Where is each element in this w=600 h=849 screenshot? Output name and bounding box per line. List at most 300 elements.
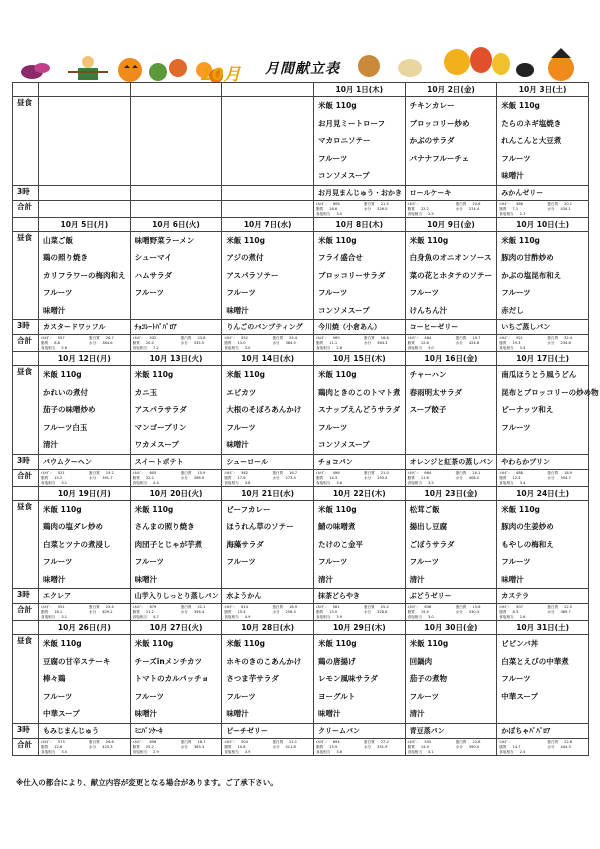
nutrient-value: 384.6 bbox=[102, 341, 113, 345]
menu-item: 昆布とブロッコリーの炒め物 bbox=[501, 387, 599, 397]
menu-item: 味噌野菜ラーメン bbox=[134, 235, 195, 245]
menu-item: 米飯 110g bbox=[226, 639, 265, 648]
snack-item: もみじまんじゅう bbox=[43, 726, 99, 735]
menu-item: 海藻サラダ bbox=[226, 539, 264, 549]
nutrient-label: 蛋白質 bbox=[272, 739, 284, 744]
day-header bbox=[497, 217, 589, 231]
menu-item: 清汁 bbox=[409, 574, 425, 584]
snack-item: 青豆蒸パン bbox=[409, 726, 445, 735]
menu-table bbox=[12, 82, 599, 756]
nutrient-value: 3.1 bbox=[61, 615, 68, 619]
day-header bbox=[39, 217, 131, 231]
snack-item bbox=[222, 186, 313, 200]
nutrition-cell bbox=[405, 335, 497, 352]
nutrient-label: 水分 bbox=[455, 475, 463, 480]
date-label: 10月 13日(火) bbox=[149, 354, 203, 363]
menu-item: スナップえんどうサラダ bbox=[317, 405, 401, 414]
menu-item: フルーツ白玉 bbox=[43, 422, 88, 432]
nutrition-cell bbox=[497, 604, 589, 621]
nutrient-label: ｴﾈﾙｷﾞｰ bbox=[315, 336, 327, 340]
lunch-menu-cell bbox=[405, 231, 497, 320]
menu-item: 肉団子とじゃが芋煮 bbox=[134, 539, 203, 549]
menu-item: 米飯 110g bbox=[317, 639, 357, 648]
nutrient-value: 3.0 bbox=[428, 615, 434, 619]
nutrient-value: 3.0 bbox=[428, 346, 434, 350]
nutrient-label: ｴﾈﾙｷﾞｰ bbox=[315, 605, 327, 609]
menu-item bbox=[222, 97, 313, 115]
menu-item: 米飯 110g bbox=[501, 504, 540, 514]
pumpkin-icon bbox=[118, 58, 142, 82]
nutrient-value: 15.6 bbox=[472, 605, 481, 609]
menu-item: かぶのサラダ bbox=[409, 136, 455, 145]
nutrient-label: 蛋白質 bbox=[89, 470, 100, 475]
lunch-menu-cell bbox=[497, 635, 589, 724]
snack-cell bbox=[405, 185, 497, 200]
nutrient-value: 11.1 bbox=[329, 341, 338, 345]
menu-item bbox=[131, 150, 222, 168]
lunch-menu-cell bbox=[130, 97, 222, 186]
date-label: 10月 9日(金) bbox=[427, 219, 475, 229]
date-label: 10月 24日(土) bbox=[516, 488, 570, 498]
menu-item bbox=[39, 97, 130, 115]
nutrient-label: 蛋白質 bbox=[89, 605, 100, 609]
menu-item: 棒々鶏 bbox=[43, 674, 66, 683]
nutrient-value: 18.7 bbox=[197, 739, 206, 744]
nutrient-label: 水分 bbox=[363, 744, 372, 749]
menu-item: ごぼうサラダ bbox=[409, 539, 455, 549]
nutrient-value: 424.8 bbox=[468, 341, 480, 345]
nutrient-value: 26.7 bbox=[105, 336, 114, 340]
menu-item bbox=[39, 132, 130, 150]
menu-item: トマトのカルパッチョ bbox=[134, 674, 209, 683]
nutrient-value: 12.6 bbox=[420, 341, 429, 345]
nutrient-value: 18.9 bbox=[564, 470, 573, 475]
nutrient-label: ｴﾈﾙｷﾞｰ bbox=[499, 201, 511, 206]
nutrient-label: 蛋白質 bbox=[363, 336, 375, 340]
nutrient-value: 20.4 bbox=[145, 341, 154, 345]
snack-cell bbox=[497, 320, 589, 335]
nutrient-label: ｴﾈﾙｷﾞｰ bbox=[315, 201, 327, 206]
menu-item: さんまの照り焼き bbox=[134, 522, 195, 531]
nutrition-cell bbox=[313, 200, 405, 217]
nutrient-value: 19.3 bbox=[512, 341, 521, 345]
snack-item: お月見まんじゅう・おかき bbox=[317, 188, 402, 197]
black-cat-icon bbox=[516, 63, 534, 77]
nutrition-cell bbox=[130, 335, 222, 352]
nutrient-value: 569 bbox=[332, 336, 340, 340]
nutrient-value: 20.1 bbox=[472, 470, 481, 475]
nutrient-label: ｴﾈﾙｷﾞｰ bbox=[224, 470, 236, 475]
menu-item: ビビンバ丼 bbox=[501, 639, 539, 648]
nutrient-label: 脂質 bbox=[407, 341, 415, 345]
menu-item: フルーツ bbox=[226, 691, 256, 701]
nutrient-label: 蛋白質 bbox=[547, 201, 559, 206]
nutrient-value: 679 bbox=[149, 605, 157, 609]
menu-item: カリフラワーの梅肉和え bbox=[43, 270, 126, 280]
nutrition-cell bbox=[405, 200, 497, 217]
snack-item: やわらかプリン bbox=[501, 457, 551, 466]
nutrition-cell bbox=[497, 469, 589, 486]
nutrient-label: 脂質 bbox=[41, 744, 49, 749]
nutrient-label: ｴﾈﾙｷﾞｰ bbox=[499, 336, 511, 340]
nutrient-label: 蛋白質 bbox=[455, 201, 467, 206]
nutrient-label: 脂質 bbox=[499, 475, 507, 480]
day-header bbox=[222, 83, 314, 97]
nutrition-cell bbox=[222, 200, 314, 217]
nutrient-value: 2.6 bbox=[519, 615, 526, 619]
day-header bbox=[130, 352, 222, 366]
date-label: 10月 6日(火) bbox=[152, 219, 200, 229]
lunch-menu-cell bbox=[130, 635, 222, 724]
date-label: 10月 29日(木) bbox=[332, 623, 386, 632]
nutrient-value: 484 bbox=[424, 336, 432, 340]
menu-item: 豆腐の甘辛ステーキ bbox=[43, 656, 111, 666]
nutrient-value: 8.3 bbox=[512, 610, 519, 614]
nutrient-value: 16.6 bbox=[329, 206, 338, 211]
nutrient-label: 食塩相当 bbox=[41, 749, 56, 754]
menu-item: 菜の花とホタテのソテー bbox=[409, 270, 492, 280]
nutrient-value: 504 bbox=[241, 739, 248, 744]
nutrition-cell bbox=[313, 604, 405, 621]
nutrient-value: 22.2 bbox=[420, 206, 429, 211]
nutrient-label: 脂質 bbox=[224, 341, 232, 345]
snack-cell bbox=[222, 185, 314, 200]
nutrient-value: 234.8 bbox=[560, 341, 571, 345]
nutrient-value: 273.4 bbox=[285, 475, 296, 480]
menu-item: フルーツ bbox=[134, 288, 165, 297]
lunch-menu-cell bbox=[222, 231, 314, 320]
nutrient-label: 脂質 bbox=[315, 610, 324, 614]
nutrition-cell bbox=[130, 604, 222, 621]
date-label: 10月 1日(木) bbox=[335, 85, 384, 94]
lunch-menu-cell bbox=[39, 231, 131, 320]
snack-cell bbox=[405, 723, 497, 738]
menu-item: 味噌汁 bbox=[226, 709, 249, 718]
snack-cell bbox=[222, 320, 314, 335]
menu-item: 味噌汁 bbox=[134, 709, 158, 718]
menu-item: 中華スープ bbox=[501, 691, 539, 701]
autumn-illustrations-right bbox=[355, 46, 585, 84]
menu-item: 赤だし bbox=[501, 305, 524, 315]
day-header bbox=[405, 83, 497, 97]
nutrient-label: 脂質 bbox=[315, 341, 324, 345]
nutrient-label: 脂質 bbox=[224, 744, 232, 749]
nutrition-cell bbox=[313, 738, 405, 755]
menu-item bbox=[131, 302, 222, 320]
nutrient-value: 23.8 bbox=[197, 336, 206, 340]
date-label: 10月 3日(土) bbox=[518, 85, 567, 94]
date-label: 10月 20日(火) bbox=[149, 488, 203, 498]
menu-item: レモン風味サラダ bbox=[317, 674, 378, 683]
nutrient-label: 食塩相当 bbox=[407, 211, 422, 216]
menu-item: 米飯 110g bbox=[409, 235, 449, 245]
snack-item: 水ようかん bbox=[226, 592, 262, 600]
tree-icon bbox=[444, 49, 470, 75]
nutrient-value: 14.3 bbox=[329, 475, 338, 480]
menu-item: 米飯 110g bbox=[226, 235, 265, 245]
nutrient-value: 444.3 bbox=[560, 744, 571, 749]
lunch-menu-cell bbox=[497, 500, 589, 589]
menu-item: 白菜とえびの中華煮 bbox=[501, 656, 569, 666]
lunch-menu-cell bbox=[222, 366, 314, 455]
menu-item: フルーツ bbox=[134, 557, 165, 566]
nutrient-value: 521 bbox=[57, 470, 65, 475]
nutrient-label: 脂質 bbox=[407, 206, 415, 211]
menu-item: 鶏の唐揚げ bbox=[317, 656, 356, 666]
nutrient-value: 10.8 bbox=[237, 744, 246, 749]
nutrient-label: ｴﾈﾙｷﾞｰ bbox=[132, 336, 144, 340]
nutrient-label: 脂質 bbox=[224, 475, 232, 480]
nutrient-value: 488 bbox=[516, 470, 523, 475]
nutrient-value: 573 bbox=[57, 739, 65, 744]
menu-item: 米飯 110g bbox=[43, 504, 82, 514]
nutrient-value: 3.5 bbox=[428, 480, 434, 485]
nutrient-label: 脂質 bbox=[499, 206, 507, 211]
nutrient-label: 食塩相当 bbox=[315, 211, 331, 216]
nutrient-value: 16.6 bbox=[380, 336, 389, 340]
date-label-cell bbox=[13, 486, 39, 500]
nutrition-cell bbox=[222, 469, 314, 486]
nutrient-value: 496 bbox=[332, 470, 340, 475]
nutrient-value: 4.7 bbox=[153, 615, 159, 619]
menu-item: 味噌汁 bbox=[43, 574, 66, 584]
lunch-menu-cell bbox=[130, 366, 222, 455]
snack-cell bbox=[497, 185, 589, 200]
snack-cell bbox=[313, 320, 405, 335]
snack-cell bbox=[497, 723, 589, 738]
snack-label: 3時 bbox=[13, 454, 39, 469]
nutrient-label: 脂質 bbox=[132, 341, 140, 345]
lunch-menu-cell bbox=[497, 97, 589, 186]
menu-item: 茄子の味噌炒め bbox=[43, 405, 96, 414]
nutrient-value: 391.7 bbox=[102, 475, 113, 480]
nutrient-label: 食塩相当 bbox=[224, 615, 239, 619]
menu-item: チキンカレー bbox=[409, 101, 455, 110]
lunch-menu-cell bbox=[222, 500, 314, 589]
lunch-menu-cell bbox=[130, 231, 222, 320]
menu-item: マンゴープリン bbox=[134, 422, 187, 432]
snack-cell bbox=[39, 589, 131, 604]
menu-item: 米飯 110g bbox=[226, 370, 265, 379]
nutrient-value: 398.9 bbox=[193, 475, 205, 480]
menu-item bbox=[39, 115, 130, 133]
lunch-menu-cell bbox=[313, 97, 405, 186]
nutrient-label: 脂質 bbox=[499, 341, 507, 345]
nutrient-value: 32.4 bbox=[564, 336, 573, 340]
menu-item: フライ盛合せ bbox=[317, 253, 363, 262]
nutrient-value: 3.0 bbox=[244, 346, 251, 350]
nutrient-label: 食塩相当 bbox=[132, 615, 148, 619]
nutrient-label: 蛋白質 bbox=[89, 336, 100, 340]
lunch-menu-cell bbox=[313, 366, 405, 455]
lunch-menu-cell bbox=[405, 500, 497, 589]
snack-cell bbox=[313, 723, 405, 738]
nutrient-label: 蛋白質 bbox=[363, 739, 375, 744]
nutrition-cell bbox=[497, 200, 589, 217]
menu-item: 米飯 110g bbox=[43, 370, 82, 379]
snack-cell bbox=[222, 723, 314, 738]
nutrient-value: 614 bbox=[241, 605, 248, 609]
nutrient-value: 18.1 bbox=[54, 610, 63, 614]
nutrient-label: ｴﾈﾙｷﾞｰ bbox=[224, 739, 236, 744]
lunch-menu-cell bbox=[39, 635, 131, 724]
snack-item: りんごのパンプティング bbox=[226, 323, 303, 331]
nutrient-label: 蛋白質 bbox=[455, 605, 467, 609]
nutrient-label: 食塩相当 bbox=[41, 480, 56, 485]
snack-label: 3時 bbox=[13, 320, 39, 335]
nutrient-label: 蛋白質 bbox=[180, 470, 192, 475]
menu-item: ビーフカレー bbox=[226, 504, 271, 514]
day-header bbox=[222, 621, 314, 635]
total-label: 合計 bbox=[13, 604, 39, 621]
date-label: 10月 30日(金) bbox=[424, 623, 478, 632]
nutrient-value: 562 bbox=[241, 470, 248, 475]
lunch-menu-cell bbox=[222, 635, 314, 724]
date-label: 10月 16日(金) bbox=[424, 354, 478, 363]
nutrient-value: 25.2 bbox=[380, 605, 389, 609]
nutrient-value: 535.5 bbox=[193, 341, 205, 345]
nutrient-label: 水分 bbox=[180, 610, 188, 614]
nutrient-label: 蛋白質 bbox=[363, 470, 375, 475]
nutrient-value: 552 bbox=[241, 336, 248, 340]
nutrient-label: ｴﾈﾙｷﾞｰ bbox=[132, 470, 144, 475]
nutrient-value: 2.7 bbox=[519, 211, 526, 216]
date-label bbox=[222, 83, 313, 96]
snack-cell bbox=[39, 320, 131, 335]
day-header bbox=[39, 486, 131, 500]
menu-item: フルーツ bbox=[43, 691, 73, 701]
menu-item: フルーツ bbox=[409, 691, 440, 701]
day-header bbox=[497, 621, 589, 635]
menu-item: 揚出し豆腐 bbox=[409, 522, 448, 531]
nutrient-value: 3.8 bbox=[336, 749, 343, 754]
snack-cell bbox=[497, 454, 589, 469]
menu-item: フルーツ bbox=[43, 288, 73, 297]
nutrient-label: 脂質 bbox=[499, 610, 507, 614]
menu-item: 鶏肉の塩ダレ炒め bbox=[43, 522, 103, 531]
menu-item: 味噌汁 bbox=[501, 171, 524, 180]
snack-item: いちご蒸しパン bbox=[501, 323, 551, 331]
snack-cell bbox=[130, 589, 222, 604]
menu-item bbox=[222, 115, 313, 133]
menu-item bbox=[131, 167, 222, 185]
day-header bbox=[313, 352, 405, 366]
nutrient-value: 3.8 bbox=[244, 480, 251, 485]
nutrient-label: 水分 bbox=[547, 610, 555, 614]
nutrient-label: 水分 bbox=[363, 475, 372, 480]
menu-item: たらのネギ塩焼き bbox=[501, 118, 562, 128]
nutrient-label: 水分 bbox=[272, 341, 280, 345]
nutrient-label: 脂質 bbox=[407, 744, 415, 749]
menu-item: 米飯 110g bbox=[317, 101, 357, 110]
nutrient-label: 脂質 bbox=[132, 610, 140, 614]
nutrient-value: 3.6 bbox=[336, 480, 343, 485]
nutrient-value: 2.8 bbox=[336, 346, 343, 350]
nutrient-value: 408.0 bbox=[468, 475, 480, 480]
nutrient-label: 食塩相当 bbox=[132, 749, 148, 754]
menu-item: フルーツ bbox=[501, 674, 531, 683]
nutrient-label: 脂質 bbox=[41, 475, 49, 480]
nutrient-value: 3.5 bbox=[336, 211, 343, 216]
nutrient-label: 蛋白質 bbox=[272, 470, 284, 475]
nutrient-value: 351.9 bbox=[377, 744, 388, 749]
nutrient-value: 16.7 bbox=[289, 470, 298, 475]
sweet-potato-icon bbox=[34, 63, 50, 73]
nutrient-label: 食塩相当 bbox=[41, 615, 56, 619]
lunch-label: 昼食 bbox=[13, 366, 39, 455]
nutrient-label: 蛋白質 bbox=[272, 605, 284, 609]
menu-item: フルーツ bbox=[317, 557, 348, 566]
lunch-menu-cell bbox=[39, 366, 131, 455]
nutrient-value: 22.6 bbox=[472, 739, 481, 744]
nutrient-value: 27.2 bbox=[380, 739, 389, 744]
menu-item: 米飯 110g bbox=[134, 639, 174, 648]
day-header bbox=[313, 486, 405, 500]
menu-item: ヨーグルト bbox=[317, 691, 356, 701]
date-label: 10月 10日(土) bbox=[516, 219, 570, 229]
date-label-cell bbox=[13, 621, 39, 635]
nutrient-label: 水分 bbox=[547, 206, 555, 211]
nutrient-label: 水分 bbox=[363, 206, 372, 211]
nutrient-label: 蛋白質 bbox=[363, 201, 375, 206]
nutrient-value: 486 bbox=[516, 201, 523, 206]
nutrient-label: ｴﾈﾙｷﾞｰ bbox=[132, 605, 144, 609]
nutrition-cell bbox=[130, 469, 222, 486]
nutrient-label: 蛋白質 bbox=[547, 605, 559, 609]
day-header bbox=[222, 352, 314, 366]
menu-item: スープ餃子 bbox=[409, 405, 447, 414]
nutrient-value: 636 bbox=[424, 605, 432, 609]
menu-item bbox=[39, 167, 130, 185]
nutrient-label: 蛋白質 bbox=[363, 605, 375, 609]
nutrient-value: 22.2 bbox=[145, 475, 154, 480]
date-label: 10月 23日(金) bbox=[424, 488, 478, 498]
nutrient-label: 蛋白質 bbox=[547, 470, 559, 475]
nutrient-value: 25.9 bbox=[329, 744, 338, 749]
snack-cell bbox=[405, 589, 497, 604]
snack-cell bbox=[130, 723, 222, 738]
nutrient-value: 20.1 bbox=[564, 201, 573, 206]
day-header bbox=[497, 486, 589, 500]
menu-item: 松茸ご飯 bbox=[409, 504, 440, 514]
menu-item bbox=[222, 132, 313, 150]
nutrient-value: 3.9 bbox=[336, 615, 343, 619]
lunch-menu-cell bbox=[130, 500, 222, 589]
nutrient-label: 食塩相当 bbox=[132, 480, 148, 485]
snack-label: 3時 bbox=[13, 723, 39, 738]
nutrient-label: 水分 bbox=[455, 744, 463, 749]
tree-icon bbox=[492, 53, 510, 75]
date-label-cell bbox=[13, 217, 39, 231]
nutrient-value: 608 bbox=[332, 201, 340, 206]
nutrient-label: 食塩相当 bbox=[499, 480, 514, 485]
nutrient-label: 水分 bbox=[363, 341, 372, 345]
snack-cell bbox=[222, 454, 314, 469]
snack-item: 抹茶どらやき bbox=[317, 592, 360, 600]
nutrient-label: 脂質 bbox=[132, 744, 140, 749]
nutrition-cell bbox=[313, 469, 405, 486]
date-label: 10月 26日(月) bbox=[57, 623, 111, 632]
nutrient-label: ｴﾈﾙｷﾞｰ bbox=[41, 739, 52, 744]
nutrient-value: 19.2 bbox=[105, 470, 114, 475]
nutrient-label: 食塩相当 bbox=[315, 480, 331, 485]
menu-item: 味噌汁 bbox=[226, 440, 249, 449]
day-header bbox=[130, 83, 222, 97]
menu-item: 味噌汁 bbox=[501, 574, 524, 584]
nutrient-label: 食塩相当 bbox=[315, 749, 331, 754]
menu-item: 回鍋肉 bbox=[409, 656, 433, 666]
nutrient-label: 脂質 bbox=[407, 610, 415, 614]
